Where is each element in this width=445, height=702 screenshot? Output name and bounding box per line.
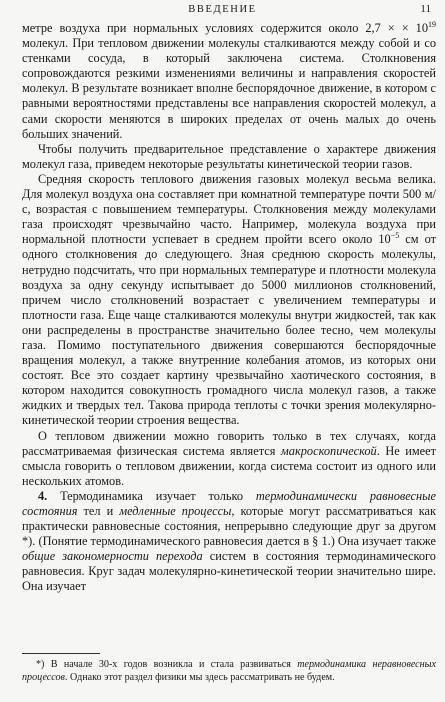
text-run: *) В начале 30-х годов возникла и стала развиваться — [36, 659, 298, 670]
text-run: Чтобы получить предварительное представление о характере движения молекул газа, приведем некоторые результаты кинетической теории газов. — [22, 141, 436, 171]
paragraph-p1 — [22, 21, 436, 142]
text-run: тел и — [77, 504, 120, 518]
text-run: . Однако этот раздел физики мы здесь рассматривать не будем. — [64, 672, 335, 683]
text-run: систем в состояния термодинамического равновесия. Круг задач молекулярно-кинетической теории значительно шире. Она изучает — [22, 549, 436, 594]
text-run: см от одного столкновения до следующего. Зная среднюю скорость молекулы, нетрудно подсчитать, что при нормальных температуре и плотности молекула воздуха за одну секунду испытывает до 5000 миллионов столкновений, причем число столкновений возрастает с увеличением температуры и плотности газа. Еще чаще сталкиваются молекулы внутри жидкостей, так как они распределены в пространстве значительно более тесно, чем молекулы газа. Помимо поступательного движения совершаются беспорядочные вращения молекул, а также внутренние колебания атомов, из которых они состоят. Все это создает картину чрезвычайно хаотического состояния, в котором находится совокупность громадного числа молекул газов, а также жидких и твердых тел. Такова природа теплоты с точки зрения молекулярно-кинетической теории строения вещества. — [22, 232, 436, 428]
text-run: метре воздуха при нормальных условиях содержится около 2,7 × × 10 — [22, 21, 428, 35]
footnote-separator — [22, 653, 100, 654]
section-number: 4. — [38, 488, 48, 503]
paragraph-p2 — [22, 142, 436, 172]
page-number: 11 — [420, 3, 431, 15]
superscript: −5 — [390, 231, 400, 241]
italic-term: термодинамика неравновесных процессов — [22, 659, 436, 683]
italic-term: термодинамически равновесные состояния — [22, 488, 436, 518]
footnote — [22, 658, 436, 684]
italic-term: общие закономерности перехода — [22, 549, 203, 564]
paragraph-p5 — [22, 489, 436, 595]
body-text — [22, 21, 436, 595]
italic-term: медленные процессы — [119, 504, 232, 518]
page-header — [0, 0, 445, 20]
text-run: молекул. При тепловом движении молекулы сталкиваются между собой и со стенками сосуда, в который заключена система. Столкновения сопровождаются резкими изменениями величины и направления скоростей молекул. В результате возникает вполне беспорядочное движение, в котором с равными вероятностями представлены все направления скоростей молекул, а сами скорости меняются в широких пределах от очень малых до очень больших значений. — [22, 36, 436, 141]
text-run: О тепловом движении можно говорить только в тех случаях, когда рассматриваемая физическая система является — [22, 428, 436, 458]
running-title: ВВЕДЕНИЕ — [188, 4, 257, 15]
paragraph-p3 — [22, 172, 436, 429]
paragraph-p4 — [22, 429, 436, 489]
superscript: 19 — [428, 19, 436, 29]
text-run: , которые могут рассматриваться как практически равновесные состояния, непрерывно следующие друг за другом *). (Понятие термодинамического равновесия дается в § 1.) Она изучает также — [22, 504, 436, 549]
italic-term: макроскопической — [280, 443, 377, 458]
text-run: Средняя скорость теплового движения газовых молекул весьма велика. Для молекул воздуха она составляет при комнатной температуре почти 500 м/с, возрастая с повышением температуры. Столкновения между молекулами газа происходят чрезвычайно часто. Например, молекула воздуха при нормальной плотности успевает в среднем пройти всего около 10 — [22, 171, 436, 247]
text-run: . Не имеет смысла говорить о тепловом движении, когда система состоит из одного или нескольких атомов. — [22, 443, 436, 488]
text-run: Термодинамика изучает только — [47, 488, 256, 503]
